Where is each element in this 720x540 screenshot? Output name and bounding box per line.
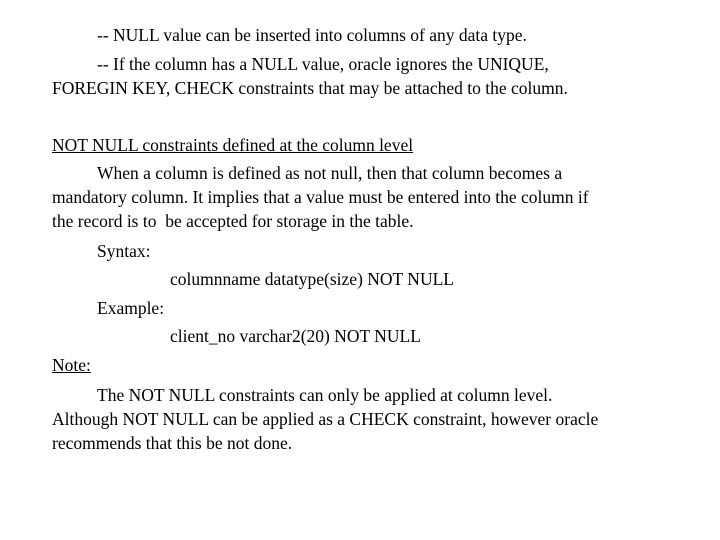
intro-line-constraints-continued: FOREGIN KEY, CHECK constraints that may be attached to the column. [52, 78, 568, 98]
syntax-code: columnname datatype(size) NOT NULL [170, 269, 454, 289]
syntax-label: Syntax: [97, 241, 151, 261]
intro-line-null-ignores-constraints: -- If the column has a NULL value, oracle ignores the UNIQUE, [97, 54, 549, 74]
note-line-1: The NOT NULL constraints can only be applied at column level. [97, 385, 553, 405]
note-heading: Note: [52, 355, 91, 375]
example-label: Example: [97, 298, 165, 318]
section-paragraph-line-3: the record is to be accepted for storage in the table. [52, 211, 414, 231]
section-paragraph-line-2: mandatory column. It implies that a value must be entered into the column if [52, 187, 589, 207]
example-code: client_no varchar2(20) NOT NULL [170, 326, 421, 346]
section-paragraph-line-1: When a column is defined as not null, then that column becomes a [97, 163, 563, 183]
note-line-3: recommends that this be not done. [52, 433, 293, 453]
section-heading-not-null: NOT NULL constraints defined at the column level [52, 135, 414, 155]
note-line-2: Although NOT NULL can be applied as a CHECK constraint, however oracle [52, 409, 599, 429]
intro-line-null-any-type: -- NULL value can be inserted into columns of any data type. [97, 25, 527, 45]
